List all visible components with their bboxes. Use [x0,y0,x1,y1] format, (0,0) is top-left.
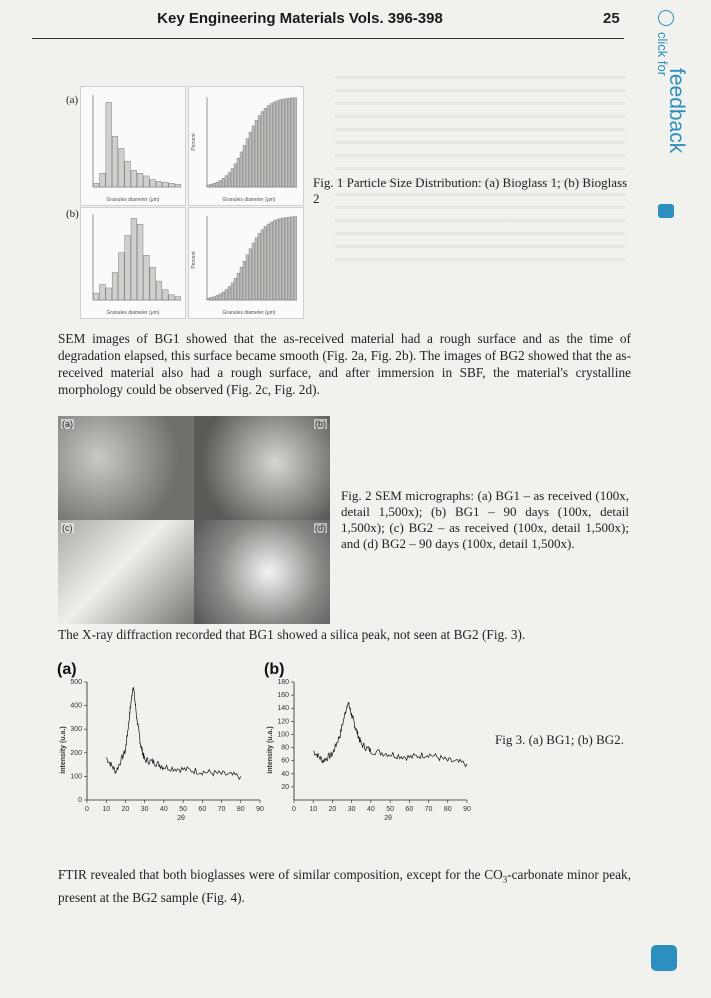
histogram-bar [93,293,99,300]
histogram-bar [112,272,118,300]
histogram-bar [137,224,143,300]
histogram-bar [144,255,150,300]
paragraph-ftir [58,866,631,906]
histogram-bar [156,181,162,187]
histogram-bar [137,173,143,187]
cumulative-bar [216,182,219,187]
x-tick-label: 70 [424,806,433,813]
cumulative-bar [243,261,246,300]
cumulative-bar [264,226,267,300]
cumulative-bar [213,297,216,300]
fig2-label-c: (c) [62,523,73,533]
y-tick-label: 120 [277,718,289,726]
fig3-a-ylabel: intensity (u.a.) [60,726,67,774]
x-tick-label: 60 [198,806,207,813]
cumulative-bar [252,126,255,187]
fig1-cumulative-b [188,207,304,319]
y-tick-label: 400 [70,702,82,710]
cumulative-bar [210,184,213,187]
cumulative-bar [258,233,261,300]
cumulative-bar [240,152,243,187]
fig1-cumulative-b-ylabel: Percent [191,251,197,269]
fig1-histogram-a-xlabel: Granules diameter (μm) [106,197,160,203]
fig2-caption: Fig. 2 SEM micrographs: (a) BG1 – as received (100x, detail 1,500x); (b) BG1 – 90 days (100x, detail 1,500x); (c) BG2 – as received (100x, detail 1,500x); and (d) BG2 – 90 days (100x, detail 1,500x). [341,488,629,551]
y-tick-label: 60 [281,757,289,765]
paragraph-ftir-subscript: 3 [502,874,508,885]
x-tick-label: 50 [386,806,395,813]
paragraph-ftir-part1: FTIR revealed that both bioglasses were of similar composition, except for the CO [58,867,503,882]
cumulative-bar [222,178,225,187]
cumulative-bar [234,278,237,300]
help-widget-text [647,935,681,941]
histogram-bar [125,161,131,187]
histogram-bar [118,148,124,187]
cumulative-bar [261,230,264,300]
fig1-histogram-b-xlabel: Granules diameter (μm) [106,310,160,316]
x-tick-label: 20 [121,806,130,813]
histogram-bar [112,136,118,187]
y-tick-label: 300 [70,726,82,734]
cumulative-bar [291,98,294,187]
histogram-bar [175,297,181,300]
cumulative-bar [237,158,240,187]
histogram-bar [156,281,162,300]
paragraph-sem: SEM images of BG1 showed that the as-received material had a rough surface and as the time of degradation elapsed, this surface became smooth (Fig. 2a, Fig. 2b). The images of BG2 showed that the as-received material also had a rough surface, and after immersion in SBF, the material's crystalline morphology could be observed (Fig. 2c, Fig. 2d). [58,331,631,397]
y-tick-label: 500 [70,679,82,686]
feedback-label: feedback [665,68,688,154]
histogram-bar [150,180,156,187]
xrd-series-line [106,688,241,780]
cumulative-bar [222,292,225,300]
cumulative-bar [267,106,270,187]
journal-header: Key Engineering Materials Vols. 396-398 [157,10,443,27]
histogram-bar [100,285,106,300]
cumulative-bar [279,100,282,187]
fig3-xrd-chart-b [262,660,477,825]
histogram-bar [106,288,112,300]
x-tick-label: 40 [366,806,375,813]
fig2-label-b: (b) [315,419,326,429]
cumulative-bar [234,164,237,187]
histogram-bar [169,295,175,300]
cumulative-bar [243,145,246,187]
cumulative-bar [252,243,255,300]
y-tick-label: 80 [281,744,289,752]
histogram-bar [169,183,175,187]
fig1-panel-b-label: (b) [66,208,79,220]
histogram-bar [125,236,131,301]
cumulative-bar [240,267,243,300]
histogram-bar [106,102,112,187]
y-tick-label: 0 [78,797,82,804]
y-tick-label: 160 [277,692,289,700]
cumulative-bar [228,173,231,187]
show-through-text [335,70,625,270]
histogram-bar [131,218,137,300]
help-chat-icon[interactable] [651,945,677,971]
fig1-panel-a-label: (a) [66,94,79,106]
histogram-bar [131,170,137,187]
cumulative-bar [276,219,279,300]
fig1-cumulative-a [188,86,304,206]
cumulative-bar [267,224,270,300]
feedback-circle-icon [658,10,674,26]
cumulative-bar [225,176,228,187]
y-tick-label: 20 [281,783,289,791]
fig2-label-a: (a) [62,419,73,429]
fig3-caption: Fig 3. (a) BG1; (b) BG2. [495,732,624,747]
cumulative-bar [255,120,258,187]
y-tick-label: 40 [281,770,289,778]
x-tick-label: 10 [102,806,111,813]
cumulative-bar [213,183,216,187]
fig1-caption: Fig. 1 Particle Size Distribution: (a) Bioglass 1; (b) Bioglass 2 [313,175,628,206]
x-tick-label: 0 [292,806,296,813]
cumulative-bar [291,217,294,300]
x-tick-label: 30 [347,806,356,813]
fig3-label-a: (a) [57,661,77,678]
histogram-bar [144,176,150,187]
fig1-cumulative-a-ylabel: Percent [191,133,197,151]
cumulative-bar [207,298,210,300]
cumulative-bar [264,108,267,187]
cumulative-bar [273,102,276,187]
fig3-a-xlabel: 2θ [177,815,185,822]
fig3-label-b: (b) [264,661,285,678]
cumulative-bar [216,295,219,300]
cumulative-bar [255,238,258,300]
cumulative-bar [207,185,210,187]
header-rule [32,38,624,39]
histogram-bar [162,290,168,300]
cumulative-bar [225,290,228,300]
cumulative-bar [231,168,234,187]
cumulative-bar [210,297,213,300]
cumulative-bar [246,255,249,300]
x-tick-label: 40 [159,806,168,813]
x-tick-label: 60 [405,806,414,813]
cumulative-bar [273,221,276,300]
fig2-label-d: (d) [315,523,326,533]
histogram-bar [93,183,99,187]
cumulative-bar [276,101,279,187]
x-tick-label: 20 [328,806,337,813]
histogram-bar [100,173,106,187]
histogram-bar [118,253,124,300]
cumulative-bar [246,139,249,187]
cumulative-bar [294,98,297,187]
fig3-xrd-chart-a [55,660,270,825]
x-tick-label: 80 [443,806,452,813]
cumulative-bar [228,286,231,300]
fig3-b-xlabel: 2θ [384,815,392,822]
cumulative-bar [249,249,252,300]
y-tick-label: 100 [70,773,82,781]
cumulative-bar [270,222,273,300]
y-tick-label: 180 [277,679,289,686]
cumulative-bar [231,283,234,300]
cumulative-bar [249,132,252,187]
cumulative-bar [294,217,297,300]
cumulative-bar [279,219,282,300]
x-tick-label: 90 [256,806,264,813]
x-tick-label: 30 [140,806,149,813]
histogram-bar [162,182,168,187]
cumulative-bar [288,98,291,187]
fig2-sem-micrographs [58,416,330,624]
y-tick-label: 100 [277,731,289,739]
cumulative-bar [282,99,285,187]
cumulative-bar [237,273,240,300]
help-widget[interactable] [647,935,681,971]
cumulative-bar [219,294,222,300]
fig1-cumulative-b-xlabel: Granules diameter (μm) [222,310,276,316]
cumulative-bar [285,99,288,187]
xrd-series-line [313,702,467,767]
page-number: 25 [603,10,620,27]
fig1-cumulative-a-xlabel: Granules diameter (μm) [222,197,276,203]
feedback-chat-icon [658,204,674,218]
y-tick-label: 200 [70,749,82,757]
cumulative-bar [219,180,222,187]
histogram-bar [150,267,156,300]
y-tick-label: 140 [277,705,289,713]
cumulative-bar [258,116,261,187]
paragraph-xrd: The X-ray diffraction recorded that BG1 showed a silica peak, not seen at BG2 (Fig. 3). [58,627,526,642]
x-tick-label: 0 [85,806,89,813]
x-tick-label: 90 [463,806,471,813]
cumulative-bar [261,111,264,187]
histogram-bar [175,184,181,187]
cumulative-bar [282,218,285,300]
cumulative-bar [285,217,288,300]
cumulative-bar [288,217,291,300]
fig1-histogram-a [80,86,186,206]
fig3-b-ylabel: intensity (u.a.) [267,726,274,774]
feedback-widget[interactable] [648,6,688,216]
x-tick-label: 80 [236,806,245,813]
x-tick-label: 70 [217,806,226,813]
cumulative-bar [270,104,273,187]
fig1-histogram-b [80,207,186,319]
feedback-click-for: click for [655,32,670,77]
paragraph-ftir-part2: -carbonate minor peak, present at the BG2 sample (Fig. 4). [58,867,631,905]
x-tick-label: 10 [309,806,318,813]
x-tick-label: 50 [179,806,188,813]
